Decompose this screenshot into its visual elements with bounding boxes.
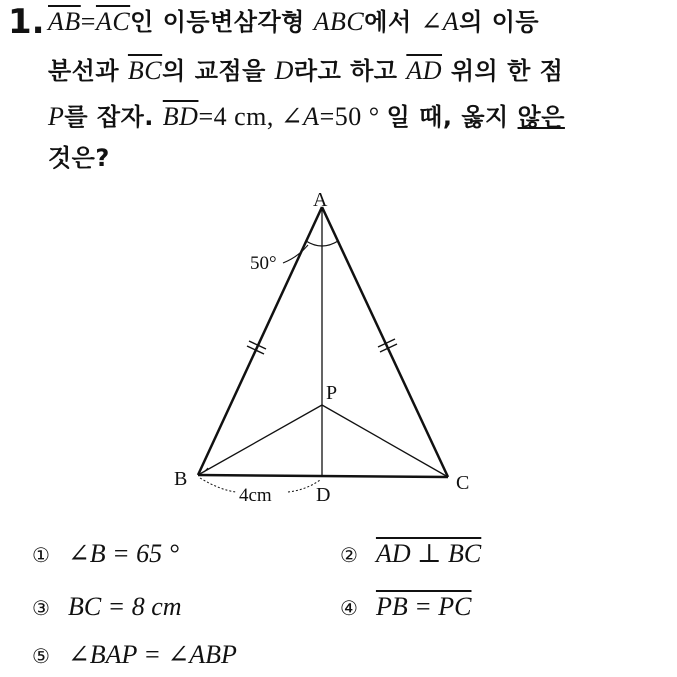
- option-1[interactable]: [32, 536, 179, 572]
- segment-bd: $\overline{BD}$: [162, 102, 199, 131]
- question-line-2: [48, 53, 563, 89]
- segment-ac: $\overline{AC}$: [95, 7, 131, 36]
- segment-pc-line: [322, 405, 448, 477]
- option-5[interactable]: [32, 637, 237, 673]
- angle-a: ∠A: [280, 102, 320, 131]
- triangle-name: ABC: [313, 7, 365, 36]
- option-2[interactable]: [340, 536, 481, 572]
- question-line-4: 것은?: [48, 144, 110, 172]
- option-number: ②: [340, 543, 358, 567]
- option-text: AD ⊥ BC: [375, 539, 482, 568]
- question-text: 의 교점을: [162, 57, 275, 85]
- option-number: ④: [340, 596, 358, 620]
- side-ac: [322, 207, 448, 477]
- question-text: 에서: [364, 8, 421, 36]
- option-number: ①: [32, 543, 50, 567]
- triangle-figure: [150, 185, 490, 515]
- question-text: 를 잡자.: [64, 103, 163, 131]
- question-line-3: [48, 99, 565, 135]
- length-brace-left: [200, 478, 236, 492]
- length-value: =4 cm,: [198, 102, 281, 131]
- angle-a: ∠A: [420, 7, 460, 36]
- segment-ad: $\overline{AD}$: [406, 56, 443, 85]
- angle-value: =50 °: [319, 102, 387, 131]
- segment-pb-line: [198, 405, 322, 475]
- emphasis-not: 않은: [517, 103, 565, 131]
- question-text: 라고 하고: [293, 57, 407, 85]
- label-a: A: [313, 189, 328, 211]
- point-d: D: [274, 56, 294, 85]
- option-text: ∠B = 65 °: [67, 539, 180, 568]
- label-c: C: [456, 472, 470, 494]
- label-d: D: [316, 484, 331, 506]
- label-p: P: [326, 382, 338, 404]
- question-text: 분선과: [48, 57, 128, 85]
- point-p: P: [48, 102, 65, 131]
- label-length: 4cm: [239, 485, 272, 506]
- question-line-1: [48, 4, 539, 40]
- segment-ab: $\overline{AB}$: [48, 7, 81, 36]
- option-number: ③: [32, 596, 50, 620]
- option-text: BC = 8 cm: [67, 592, 182, 621]
- option-4[interactable]: [340, 589, 471, 625]
- side-bc: [198, 475, 448, 477]
- option-text: PB = PC: [375, 592, 472, 621]
- side-ab: [198, 207, 322, 475]
- segment-bc: $\overline{BC}$: [127, 56, 163, 85]
- question-text: 위의 한 점: [442, 57, 564, 85]
- option-number: ⑤: [32, 644, 50, 668]
- question-number: 1.: [8, 2, 45, 42]
- label-b: B: [174, 468, 188, 490]
- question-text: 인 이등변삼각형: [130, 8, 314, 36]
- question-text: 의 이등: [459, 8, 540, 36]
- option-3[interactable]: [32, 589, 182, 625]
- label-angle: 50°: [250, 253, 277, 274]
- question-text: 일 때, 옳지: [386, 103, 518, 131]
- equals-sign: =: [80, 7, 96, 36]
- option-text: ∠BAP = ∠ABP: [67, 640, 237, 669]
